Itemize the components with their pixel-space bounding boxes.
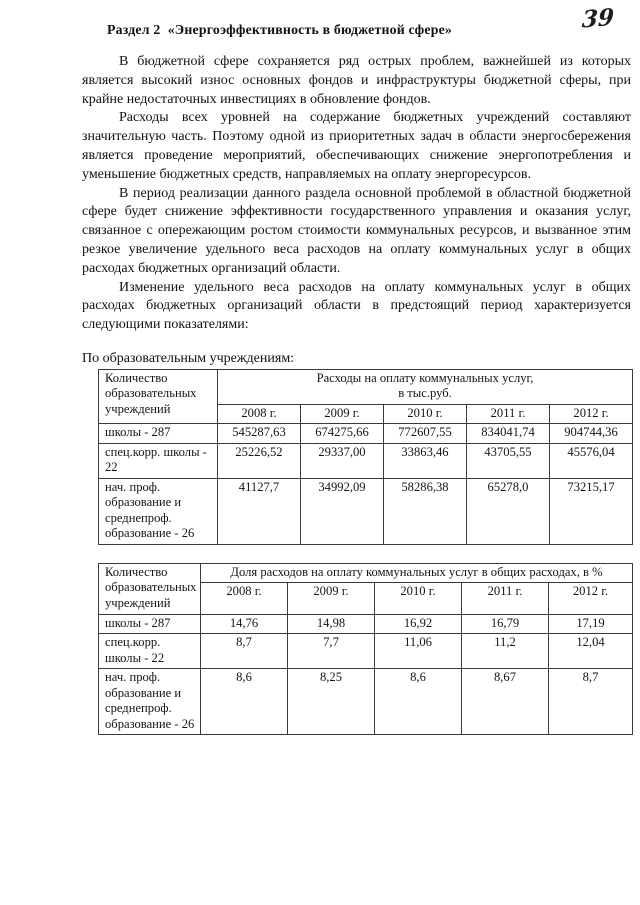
tables-caption: По образовательным учреждениям: [82,350,295,366]
table-cell: 17,19 [549,614,633,634]
table-row [99,478,633,544]
table-cell: 12,04 [549,634,633,669]
paragraph: Расходы всех уровней на содержание бюджетных учреждений составляют значительную часть. Поэтому одной из приоритетных задач в области энергосбережения является проведение мероприятий, обеспечивающих снижение энергопотребления и уменьшение бюджетных средств, направляемых на оплату энергоресурсов. [82,110,631,182]
paragraph: В бюджетной сфере сохраняется ряд острых проблем, важнейшей из которых является высокий износ основных фондов и инфраструктуры бюджетной сферы, при крайне недостаточных инвестициях в обновление фондов. [82,54,631,107]
table-cell: 904744,36 [550,424,633,444]
year-header: 2009 г. [301,404,384,424]
table-cell: 674275,66 [301,424,384,444]
year-header: 2011 г. [462,583,549,615]
stub-header: Количество образовательных учреждений [99,369,218,424]
table-cell: 772607,55 [384,424,467,444]
group-header [218,369,633,404]
paragraph: В период реализации данного раздела основной проблемой в областной бюджетной сфере будет снижение эффективности государственного управления и оказания услуг, связанное с опережающим ростом стоимости коммунальных ресурсов, и вызванное этим резкое увеличение удельного веса расходов на оплату коммунальных услуг в общих расходах бюджетных организаций области. [82,185,631,276]
table-row [99,563,633,583]
table-cell: 14,76 [201,614,288,634]
row-label: спец.корр. школы - 22 [99,634,201,669]
table-cell: 11,06 [375,634,462,669]
row-label: школы - 287 [99,424,218,444]
table-cell: 8,7 [549,669,633,735]
year-header: 2012 г. [549,583,633,615]
table-cell: 33863,46 [384,443,467,478]
table-cell: 545287,63 [218,424,301,444]
table-cell: 834041,74 [467,424,550,444]
year-header: 2010 г. [375,583,462,615]
group-header: Доля расходов на оплату коммунальных услуг в общих расходах, в % [201,563,633,583]
row-label: спец.корр. школы - 22 [99,443,218,478]
table-row [99,369,633,404]
table-cell: 65278,0 [467,478,550,544]
table-row [99,614,633,634]
page-content [82,22,631,735]
table-cell: 58286,38 [384,478,467,544]
paragraph: Изменение удельного веса расходов на оплату коммунальных услуг в общих расходах бюджетных организаций области в предстоящий период характеризуется следующими показателями: [82,279,631,333]
table-share [98,563,633,736]
table-cell: 8,25 [288,669,375,735]
table-cell: 8,7 [201,634,288,669]
table-cell: 73215,17 [550,478,633,544]
row-label: нач. проф. образование и среднепроф. образование - 26 [99,478,218,544]
year-header: 2012 г. [550,404,633,424]
year-header: 2009 г. [288,583,375,615]
table-cell: 8,6 [375,669,462,735]
group-header-line2: в тыс.руб. [398,386,452,401]
table-cell: 45576,04 [550,443,633,478]
table-row [99,669,633,735]
table-row [99,634,633,669]
table-cell: 11,2 [462,634,549,669]
group-header-line1: Расходы на оплату коммунальных услуг, [316,370,534,385]
table-cell: 29337,00 [301,443,384,478]
handwritten-page-number: 39 [581,3,615,34]
table-cell: 43705,55 [467,443,550,478]
row-label: школы - 287 [99,614,201,634]
table-cell: 16,79 [462,614,549,634]
table-cell: 25226,52 [218,443,301,478]
row-label: нач. проф. образование и среднепроф. образование - 26 [99,669,201,735]
section-title: Раздел 2 «Энергоэффективность в бюджетной сфере» [107,22,453,37]
stub-header: Количество образовательных учреждений [99,563,201,614]
table-row [99,443,633,478]
year-header: 2011 г. [467,404,550,424]
year-header: 2008 г. [201,583,288,615]
table-cell: 16,92 [375,614,462,634]
year-header: 2010 г. [384,404,467,424]
year-header: 2008 г. [218,404,301,424]
table-cell: 7,7 [288,634,375,669]
table-expenses [98,369,633,545]
table-cell: 8,67 [462,669,549,735]
table-cell: 14,98 [288,614,375,634]
table-cell: 34992,09 [301,478,384,544]
table-cell: 41127,7 [218,478,301,544]
table-cell: 8,6 [201,669,288,735]
table-row [99,424,633,444]
